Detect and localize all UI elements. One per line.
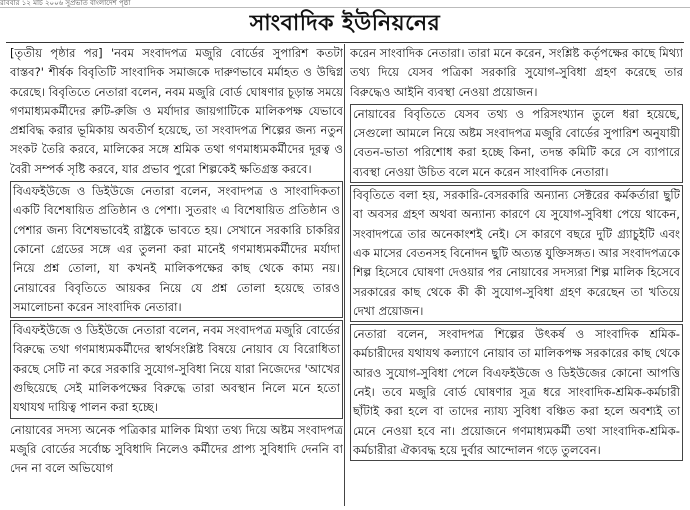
headline: সাংবাদিক ইউনিয়নের [249, 11, 441, 36]
paragraph-noab-members: নোয়াবের সদস্য অনেক পত্রিকার মালিক মিথ্যা তথ্য দিয়ে অষ্টম সংবাদপত্র মজুরি বোর্ডের সর্বোচ্চ সুবিধাদি নিলেও কর্মীদের প্রাপ্য সুবিধাদি দেননি বা দেন না বলে অভিযোগ [10, 422, 343, 476]
paragraph-legal-action: করেন সাংবাদিক নেতারা। তারা মনে করেন, সংশ্লিষ্ট কর্তৃপক্ষের কাছে মিথ্যা তথ্য দিয়ে যেসব পত্রিকা সরকারি সুযোগ-সুবিধা গ্রহণ করেছে তার বিরুদ্ধেও আইনি ব্যবস্থা নেওয়া প্রয়োজন। [350, 46, 683, 99]
paragraph-continuation: [তৃতীয় পৃষ্ঠার পর] 'নবম সংবাদপত্র মজুরি বোর্ডের সুপারিশ কতটা বাস্তব?' শীর্ষক বিবৃতিটি সাংবাদিক সমাজকে দারুণভাবে মর্মাহত ও উদ্বিগ্ন করেছে। বিবৃতিতে নেতারা বলেন, নবম মজুরি বোর্ড ঘোষণার চূড়ান্ত সময়ে গণমাধ্যমকর্মীদের রুটি-রুজি ও মর্যাদার জায়গাটিকে মালিকপক্ষ যেভাবে প্রশ্নবিদ্ধ করার ভূমিকায় অবতীর্ণ হয়েছে, তা সংবাদপত্র শিল্পের জন্য নতুন সংকট তৈরি করবে, মালিকের সঙ্গে শ্রমিক তথা গণমাধ্যমকর্মীদের দূরত্ব ও বৈরী সম্পর্ক সৃষ্টি করবে, যার প্রভাব পুরো শিল্পকেই ক্ষতিগ্রস্ত করবে। [10, 46, 343, 176]
previous-article-strip: রবিবার ১২ মার্চ ২০০৬ সুপ্রভাত বাংলাদেশ পৃষ্ঠা [0, 0, 690, 8]
left-column [10, 44, 343, 506]
paragraph-wage-board-opposition: বিএফইউজে ও ডিইউজে নেতারা বলেন, নবম সংবাদপত্র মজুরি বোর্ডের বিরুদ্ধে তথা গণমাধ্যমকর্মীদের স্বার্থসংশ্লিষ্ট বিষয়ে নোয়াব যে বিরোধিতা করছে সেটি না করে সরকারি সুযোগ-সুবিধা নিয়ে যারা নিজেদের 'আখের গুছিয়েছে সেই মালিকপক্ষের বিরুদ্ধে তারা অবস্থান নিলে মনে হতো যথাযথ দায়িত্ব পালন করা হচ্ছে। [10, 320, 343, 418]
paragraph-leave-benefits: বিবৃতিতে বলা হয়, সরকারি-বেসরকারি অন্যান্য সেক্টরের কর্মকর্তারা ছুটি বা অবসর গ্রহণ অথবা অন্যান্য কারণে যে সুযোগ-সুবিধা পেয়ে থাকেন, সংবাদপত্রে তার অনেকাংশই নেই। সে কারণে বছরে দুটি গ্র্যাচুইটি এবং এক মাসের বেতনসহ বিনোদন ছুটি অত্যন্ত যুক্তিসঙ্গত। আর সংবাদপত্রকে শিল্প হিসেবে ঘোষণা দেওয়ার পর নোয়াবের সদস্যরা শিল্প মালিক হিসেবে সরকারের কাছ থেকে কী কী সুযোগ-সুবিধা গ্রহণ করেছেন তা খতিয়ে দেখা প্রয়োজন। [350, 185, 683, 322]
column-divider [344, 44, 345, 506]
right-column [350, 44, 683, 506]
paragraph-bfuj-dfuj: বিএফইউজে ও ডিইউজে নেতারা বলেন, সংবাদপত্র ও সাংবাদিকতা একটি বিশেষায়িত প্রতিষ্ঠান ও পেশা। সুতরাং এ বিশেষায়িত প্রতিষ্ঠান ও পেশার জন্য বিশেষভাবেই রাষ্ট্রকে ভাবতে হয়। সেখানে সরকারি চাকরির কোনো গ্রেডের সঙ্গে এর তুলনা করা মানেই গণমাধ্যমকর্মীদের মর্যাদা নিয়ে প্রশ্ন তোলা, যা কখনই মালিকপক্ষের কাছ থেকে কাম্য নয়। নোয়াবের বিবৃতিতে আয়কর নিয়ে যে প্রশ্ন তোলা হয়েছে তারও সমালোচনা করেন সাংবাদিক নেতারা। [10, 181, 343, 318]
paragraph-movement: নেতারা বলেন, সংবাদপত্র শিল্পের উৎকর্ষ ও সাংবাদিক শ্রমিক-কর্মচারীদের যথাযথ কল্যাণে নোয়াব তা মালিকপক্ষ সরকারের কাছ থেকে আরও সুযোগ-সুবিধা পেলে বিএফইউজে ও ডিইউজের কোনো আপত্তি নেই। তবে মজুরি বোর্ড ঘোষণার সূত্র ধরে সাংবাদিক-শ্রমিক-কর্মচারী ছাঁটাই করা হলে বা তাদের ন্যায্য সুবিধা বঞ্চিত করা হলে অবশ্যই তা মেনে নেওয়া হবে না। প্রয়োজনে গণমাধ্যমকর্মী তথা সাংবাদিক-শ্রমিক-কর্মচারীরা ঐক্যবদ্ধ হয়ে দুর্বার আন্দোলন গড়ে তুলবেন। [350, 324, 683, 461]
headline-rule [6, 42, 684, 43]
paragraph-investigation: নোয়াবের বিবৃতিতে যেসব তথ্য ও পরিসংখ্যান তুলে ধরা হয়েছে, সেগুলো আমলে নিয়ে অষ্টম সংবাদপত্র মজুরি বোর্ডের সুপারিশ অনুযায়ী বেতন-ভাতা পরিশোধ করা হচ্ছে কিনা, তদন্ত কমিটি করে সে ব্যাপারে ব্যবস্থা নেওয়া উচিত বলে মনে করেন সাংবাদিক নেতারা। [350, 104, 683, 183]
headline-area [0, 9, 690, 41]
